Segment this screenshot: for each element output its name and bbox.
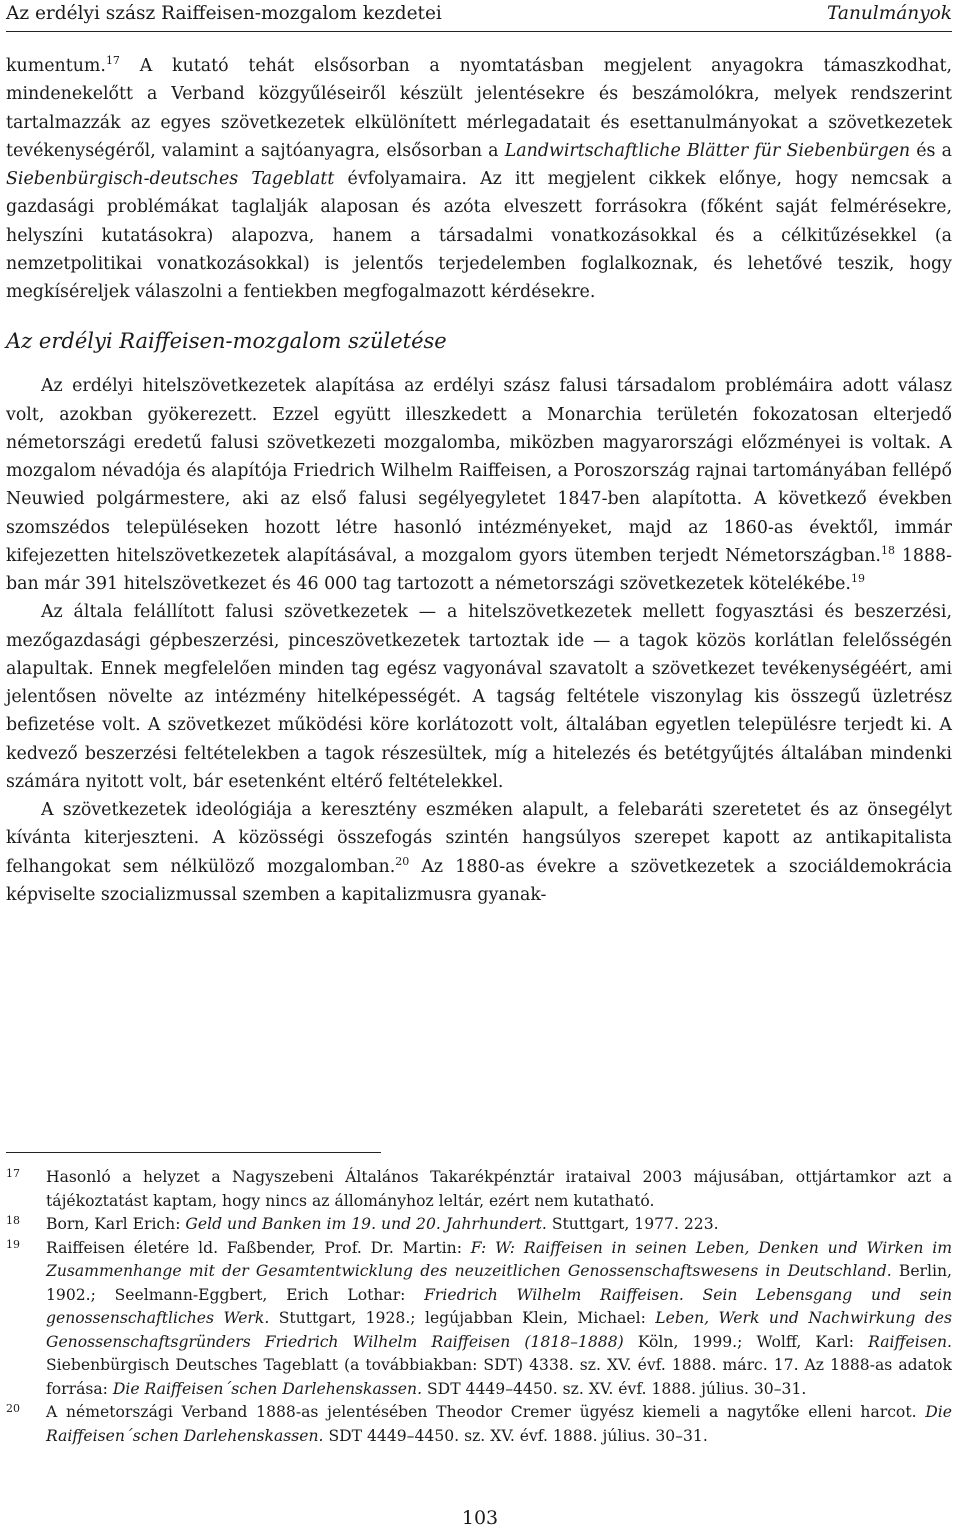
section-heading [6, 326, 952, 356]
paragraph [6, 598, 952, 796]
text-run: SDT 4449–4450. sz. XV. évf. 1888. július. 30–31. [422, 1379, 807, 1398]
page-number: 103 [461, 1507, 499, 1529]
footnote-ref: 18 [880, 543, 895, 557]
text-run: Az erdélyi hitelszövetkezetek alapítása az erdélyi szász falusi társadalom problémáira adott válasz volt, azokban gyökerezett. Ezzel együtt illeszkedett a Monarchia területén fokozatosan elterjedő németországi eredetű falusi szövetkezeti mozgalomba, miközben magyarországi előzményei is voltak. A mozgalom névadója és alapítója Friedrich Wilhelm Raiffeisen, a Poroszország rajnai tartományában fellépő Neuwied polgármestere, aki az első falusi segélyegyletet 1847-ben alapította. A következő években szomszédos településeken hozott létre hasonló intézményeket, majd az 1860-as évektől, immár kifejezetten hitelszövetkezetek alapításával, a mozgalom gyors ütemben terjedt Németországban. [6, 376, 952, 566]
text-run: Hasonló a helyzet a Nagyszebeni Általános Takarékpénztár irataival 2003 májusában, ottjártamkor azt a tájékoztatást kaptam, hogy nincs az állományhoz leltár, ezért nem kutatható. [46, 1168, 952, 1210]
footnote [6, 1237, 952, 1402]
text-run: Az általa felállított falusi szövetkezetek — a hitelszövetkezetek mellett fogyasztási és beszerzési, mezőgazdasági gépbeszerzési, pinceszövetkezetek tartoztak ide — a tagok közös korlátlan felelősségén alapultak. Ennek megfelelően minden tag egész vagyonával szavatolt a szövetkezet tevékenységéért, ami jelentősen növelte az intézmény hitelképességét. A tagság feltétele viszonylag kis összegű üzletrész befizetése volt. A szövetkezet működési köre korlátozott volt, általában egyetlen településre terjedt ki. A kedvező beszerzési feltételekben a tagok részesültek, míg a hitelezés és betétgyűjtés általában mindenki számára nyitott volt, bár esetenként eltérő feltételekkel. [6, 602, 952, 792]
italic-title: F: W: Raiffeisen in seinen Leben, Denken und Wirken im Zusammenhange mit der Gesamtentwicklung des neuzeitlichen Genossenschaftswesens in Deutschland. [46, 1238, 952, 1280]
footnote-ref: 17 [105, 54, 120, 68]
text-run: A szövetkezetek ideológiája a keresztény eszméken alapult, a felebaráti szeretetet és az önsegélyt kívánta kiterjeszteni. A közösségi összefogás szintén hangsúlyos szerepet kapott az antikapitalista felhangokat sem nélkülöző mozgalomban. [6, 800, 952, 877]
footnotes [6, 1166, 952, 1448]
italic-title: Friedrich Wilhelm Raiffeisen. Sein Lebensgang und sein genossenschaftliches Werk. [46, 1285, 952, 1327]
footnote-number: 18 [6, 1214, 20, 1227]
text-run: Az 1880-as évekre a szövetkezetek a szociáldemokrácia képviselte szocializmussal szemben a kapitalizmusra gyanak- [6, 856, 952, 905]
italic-title: Raiffeisen. [868, 1332, 952, 1351]
header-divider [6, 31, 952, 32]
text-run: . Stuttgart, 1977. 223. [541, 1215, 719, 1233]
text-run: évfolyamaira. Az itt megjelent cikkek előnye, hogy nemcsak a gazdasági problémákat taglalják alaposan és azóta elveszett forrásokra (főként saját felmérésekre, helyszíni kutatásokra) alapozva, hanem a társadalmi vonatkozásokkal és a célkitűzésekkel (a nemzetpolitikai vonatkozásokkal) is jelentős terjedelemben foglalkoznak, és lehetővé teszik, hogy megkíséreljek válaszolni a fentiekben megfogalmazott kérdésekre. [6, 169, 952, 302]
footnote [6, 1401, 952, 1448]
text-run: Berlin, 1902.; Seelmann-Eggbert, Erich Lothar: [46, 1262, 952, 1304]
text-run: és a [910, 140, 953, 161]
italic-title: Leben, Werk und Nachwirkung des Genossenschaftsgründers Friedrich Wilhelm Raiffeisen (1818–1888) [46, 1309, 952, 1351]
paragraph [6, 372, 952, 598]
text-run: Born, Karl Erich: [46, 1215, 186, 1233]
running-header [6, 0, 952, 32]
text-run: Raiffeisen életére ld. Faßbender, Prof. Dr. Martin: [46, 1238, 471, 1257]
italic-title: Geld und Banken im 19. und 20. Jahrhundert [185, 1215, 542, 1233]
text-run: Siebenbürgisch Deutsches Tageblatt (a továbbiakban: SDT) 4338. sz. XV. évf. 1888. márc. 17. Az 1888-as adatok forrása: [46, 1356, 952, 1398]
italic-title: Die Raiffeisen´schen Darlehenskassen. [112, 1379, 423, 1398]
footnote-number: 20 [6, 1402, 20, 1415]
footnote-ref: 19 [850, 572, 865, 586]
text-run: SDT 4449–4450. sz. XV. évf. 1888. július. 30–31. [323, 1426, 708, 1445]
footnote [6, 1166, 952, 1213]
italic-title: Die Raiffeisen´schen Darlehenskassen. [46, 1403, 952, 1445]
running-title: Az erdélyi szász Raiffeisen-mozgalom kezdetei [6, 3, 442, 24]
text-run: kumentum. [6, 56, 106, 76]
paragraph [6, 52, 952, 306]
italic-title: Siebenbürgisch-deutsches Tageblatt [6, 169, 335, 189]
section-label: Tanulmányok [827, 3, 952, 24]
text-run: A németországi Verband 1888-as jelentésében Theodor Cremer ügyész kiemeli a nagytőke elleni harcot. [46, 1403, 926, 1421]
footnote [6, 1213, 952, 1237]
main-text [6, 52, 952, 909]
paragraph [6, 796, 952, 909]
text-run: Az erdélyi Raiffeisen-mozgalom születése [6, 329, 447, 354]
text-run: A kutató tehát elsősorban a nyomtatásban megjelent anyagokra támaszkodhat, mindenekelőtt a Verband közgyűléseiről készült jelentésekre és beszámolókra, melyek rendszerint tartalmazzák az egyes szövetkezetek elkülönített mérlegadatait és esettanulmányokat a szövetkezetek tevékenységéről, valamint a sajtóanyagra, elsősorban a [6, 56, 952, 161]
footnote-ref: 20 [395, 854, 410, 868]
footnote-number: 17 [6, 1167, 20, 1180]
italic-title: Landwirtschaftliche Blätter für Siebenbürgen [504, 140, 911, 161]
text-run: 1888-ban már 391 hitelszövetkezet és 46 000 tag tartozott a németországi szövetkezetek kötelékébe. [6, 545, 952, 594]
footnote-divider [6, 1152, 381, 1153]
footnote-number: 19 [6, 1237, 20, 1251]
text-run: Stuttgart, 1928.; legújabban Klein, Michael: [269, 1309, 656, 1327]
text-run: Köln, 1999.; Wolff, Karl: [623, 1332, 869, 1351]
